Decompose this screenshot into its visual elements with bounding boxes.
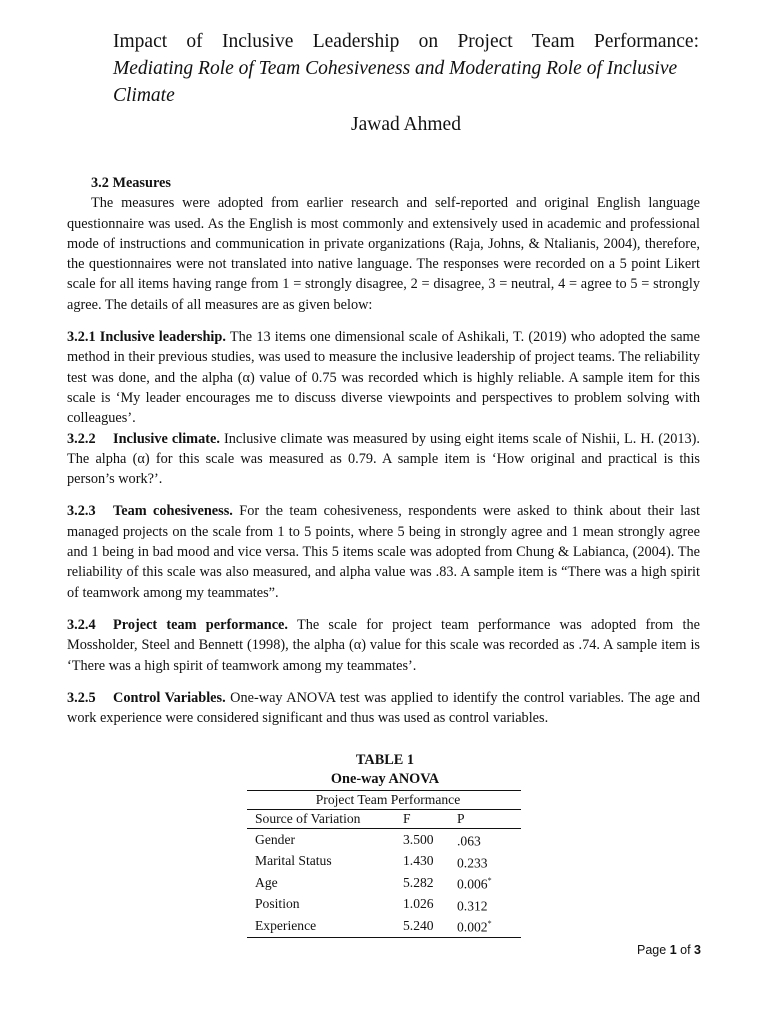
column-header-p: P	[449, 810, 521, 829]
page-number-footer	[637, 943, 701, 957]
section-inclusive-climate	[67, 429, 700, 490]
section-team-cohesiveness	[67, 501, 700, 602]
section-title: Project team performance.	[113, 616, 288, 633]
section-text: The 13 items one dimensional scale of Ashikali, T. (2019) who adopted the same method in their previous studies, was used to measure the inclusive leadership of project teams. The reliability test was done, and the alpha (α) value of 0.75 was recorded which is highly reliable. A sample item for this scale is ‘My leader encourages me to discuss diverse viewpoints and perspectives to problem solving with colleagues’.	[67, 329, 701, 427]
row-f: 1.430	[403, 853, 434, 869]
row-f: 3.500	[403, 831, 434, 847]
section-inclusive-leadership	[67, 327, 700, 428]
section-text: For the team cohesiveness, respondents were asked to think about their last managed projects on the scale from 1 to 5 points, where 5 being in strongly agree and 1 mean strongly agree and 1 being in bad mood and vice versa. This 5 items scale was adopted from Chung & Labianca, (2004). The reliability of this scale was also measured, and alpha value was .83. A sample item is “There was a high spirit of teamwork among my teammates”.	[67, 503, 700, 601]
table-span-header: Project Team Performance	[247, 791, 521, 810]
table-caption: One-way ANOVA	[330, 771, 440, 787]
significance-mark: *	[487, 876, 492, 886]
paper-title: Impact of Inclusive Leadership on Project Team Performance:	[113, 31, 699, 52]
section-number: 3.2.4	[67, 616, 96, 633]
section-number: 3.2.3	[67, 503, 96, 520]
paper-subtitle: Mediating Role of Team Cohesiveness and Moderating Role of Inclusive Climate	[113, 58, 678, 106]
row-f: 5.240	[395, 915, 449, 937]
section-text: Inclusive climate was measured by using eight items scale of Nishii, L. H. (2013). The alpha (α) for this scale was measured as 0.79. A sample item is ‘How original and practical is this person’s work?’.	[67, 430, 700, 488]
table-row	[247, 915, 521, 937]
row-p: .063	[457, 833, 481, 849]
row-source: Age	[255, 874, 278, 890]
row-source: Experience	[247, 915, 395, 937]
section-title: Inclusive climate.	[113, 430, 220, 447]
row-source: Position	[255, 896, 300, 912]
row-f: 5.282	[403, 874, 434, 890]
section-control-variables	[67, 688, 700, 729]
table-label: TABLE 1	[355, 752, 415, 768]
row-p: 0.002*	[449, 915, 521, 937]
column-header-f: F	[395, 810, 449, 829]
section-heading-measures: 3.2 Measures	[91, 175, 171, 191]
title-block	[113, 28, 699, 135]
row-p: 0.312	[457, 898, 488, 914]
footer-of-word: of	[680, 943, 691, 957]
document-body	[67, 173, 700, 728]
anova-table	[247, 790, 521, 938]
section-title: Team cohesiveness.	[113, 503, 233, 520]
footer-current-page: 1	[669, 943, 677, 957]
section-title: Control Variables.	[113, 689, 226, 706]
table-row	[247, 851, 521, 873]
section-number: 3.2.5	[67, 689, 96, 706]
section-number: 3.2.2	[67, 430, 96, 447]
footer-page-word: Page	[637, 943, 667, 957]
anova-table-block	[247, 751, 523, 938]
section-text: The scale for project team performance was adopted from the Mossholder, Steel and Bennett (1998), the alpha (α) value for this scale was recorded as .74. A sample item is ‘There was a high spirit of teamwork among my teammates’.	[67, 616, 700, 674]
row-p: 0.233	[457, 855, 488, 871]
footer-total-pages: 3	[694, 943, 701, 957]
measures-intro-paragraph: The measures were adopted from earlier research and self-reported and original English language questionnaire was used. As the English is most commonly and extensively used in academic and professional mode of instructions and communication in private organizations (Raja, Johns, & Ntalianis, 2004), therefore, the questionnaires were not translated into native language. The responses were recorded on a 5 point Likert scale for all items having range from 1 = strongly disagree, 2 = disagree, 3 = neutral, 4 = agree to 5 = strongly agree. The details of all measures are as given below:	[67, 195, 700, 313]
table-row	[247, 829, 521, 851]
row-source: Marital Status	[255, 853, 332, 869]
table-row	[247, 894, 521, 916]
author-name: Jawad Ahmed	[351, 114, 461, 135]
significance-mark: *	[487, 919, 492, 929]
section-title: Inclusive leadership.	[99, 329, 226, 346]
section-project-team-performance	[67, 615, 700, 676]
section-number: 3.2.1	[67, 329, 96, 346]
section-text: One-way ANOVA test was applied to identify the control variables. The age and work experience were considered significant and thus was used as control variables.	[67, 689, 701, 727]
column-header-source: Source of Variation	[247, 810, 395, 829]
table-row	[247, 872, 521, 894]
row-source: Gender	[255, 831, 296, 847]
row-f: 1.026	[403, 896, 434, 912]
row-p: 0.006*	[457, 876, 492, 892]
